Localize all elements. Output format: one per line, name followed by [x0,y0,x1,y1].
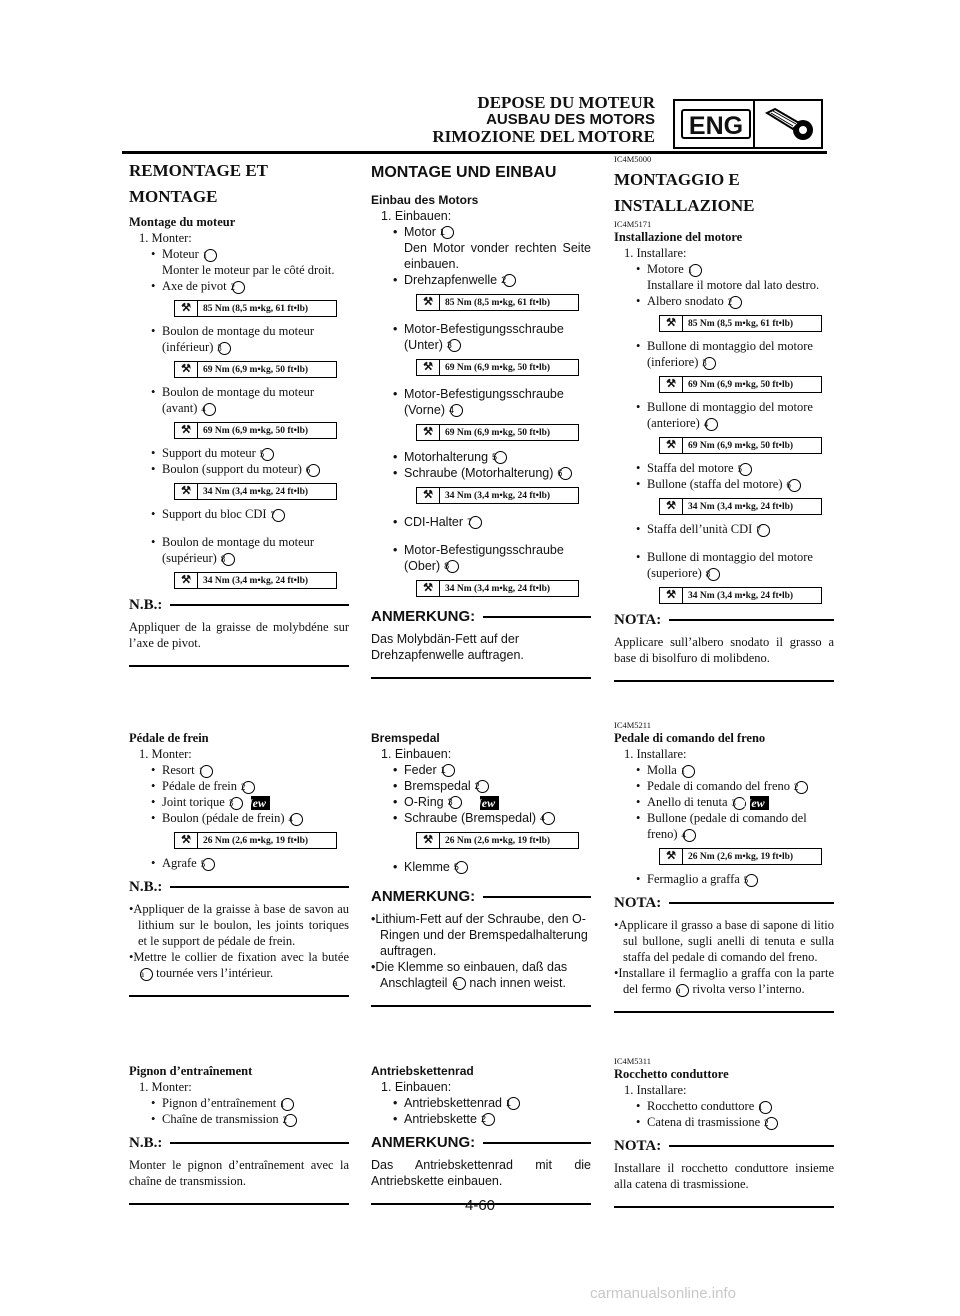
note-text: Installare il rocchetto conduttore insieme alla catena di trasmissione. [614,1161,834,1191]
wrench-icon: ⚒ [417,488,440,503]
item-subtext: Den Motor vonder rechten Seite einbauen. [404,241,591,271]
callout-5: 5 [745,874,758,887]
torque-spec: ⚒ 34 Nm (3,4 m•kg, 24 ft•lb) [416,580,579,597]
item-text: Bullone (staffa del motore) [647,477,783,491]
item-text: Catena di trasmissione [647,1115,761,1129]
step-fr: 1. Monter: [139,1080,192,1094]
callout-3: 3 [449,796,462,809]
callout-3: 3 [448,339,461,352]
callout-1: 1 [441,226,454,239]
callout-4: 4 [290,813,303,826]
page-number: 4-60 [464,1197,496,1214]
column-de-sprocket [371,1063,591,1205]
note-text: Appliquer de la graisse à base de savon au lithium sur le boulon, les joints toriques et le support de pédale de frein. [133,902,349,949]
note-title: ANMERKUNG: [371,1134,476,1151]
wrench-icon: ⚒ [175,833,198,848]
note-title: N.B.: [129,879,163,896]
step-de: 1. Einbauen: [381,209,452,223]
step-fr: 1. Monter: [139,231,192,245]
item-text: Motorhalterung [404,450,489,464]
note-box: ANMERKUNG: •Lithium-Fett auf der Schraube, den O-Ringen und der Bremspedalhalterung auftragen. •Die Klemme so einbauen, daß das Anschlagteil a nach innen weist. [371,887,591,1007]
header-title-de: AUSBAU DES MOTORS [486,111,655,128]
item-text: Motor [404,225,436,239]
callout-3: 3 [218,342,231,355]
torque-spec: ⚒ 34 Nm (3,4 m•kg, 24 ft•lb) [174,483,337,500]
torque-spec: ⚒ 34 Nm (3,4 m•kg, 24 ft•lb) [659,498,822,515]
column-it-sprocket [614,1056,834,1208]
column-de [371,160,591,679]
torque-spec: ⚒ 69 Nm (6,9 m•kg, 50 ft•lb) [416,359,579,376]
item-subtext: Installare il motore dal lato destro. [647,278,820,292]
note-title: ANMERKUNG: [371,888,476,905]
item-text: Support du bloc CDI [162,507,267,521]
wrench-icon: ⚒ [660,377,683,392]
note-text: Installare il fermaglio a graffa con la parte del fermo [618,966,834,997]
note-text: Appliquer de la graisse de molybdéne sur l’axe de pivot. [129,620,349,650]
title-fr-1: REMONTAGE ET [129,161,269,180]
callout-2: 2 [232,281,245,294]
heading-engine-de: Einbau des Motors [371,193,479,207]
wrench-icon: ⚒ [175,573,198,588]
torque-spec: ⚒ 26 Nm (2,6 m•kg, 19 ft•lb) [174,832,337,849]
callout-1: 1 [442,764,455,777]
note-text: nach innen weist. [469,976,566,990]
column-it [614,154,834,682]
torque-spec: ⚒ 85 Nm (8,5 m•kg, 61 ft•lb) [659,315,822,332]
wrench-icon: ⚒ [417,833,440,848]
note-text: Lithium-Fett auf der Schraube, den O-Ringen und der Bremspedalhalterung auftragen. [375,912,588,958]
note-text: Mettre le collier de fixation avec la butée [133,950,349,965]
item-text: Pignon d’entraînement [162,1096,277,1110]
callout-5: 5 [739,463,752,476]
callout-3: 3 [733,797,746,810]
item-text: Staffa dell’unità CDI [647,522,753,536]
callout-4: 4 [203,403,216,416]
torque-spec: ⚒ 69 Nm (6,9 m•kg, 50 ft•lb) [174,361,337,378]
item-text: Bullone di montaggio del motore (anteriore) [647,400,813,430]
item-text: Fermaglio a graffa [647,872,740,887]
note-text: Monter le pignon d’entraînement avec la chaîne de transmission. [129,1158,349,1188]
item-text: Boulon de montage du moteur (avant) [162,385,315,415]
wrench-icon: ⚒ [175,423,198,438]
wrench-icon: ⚒ [417,425,440,440]
wrench-icon: ⚒ [660,849,683,864]
torque-spec: ⚒ 69 Nm (6,9 m•kg, 50 ft•lb) [659,376,822,393]
item-text: O-Ring [404,795,444,809]
new-part-badge: New [480,796,499,810]
wrench-icon: ⚒ [175,301,198,316]
note-box: N.B.: •Appliquer de la graisse à base de savon au lithium sur le boulon, les joints toriques et le support de pédale de frein. •Mettre le collier de fixation avec la butée a tournée vers l’intérieur. [129,877,349,997]
item-text: Agrafe [162,856,197,871]
note-box [129,1133,349,1205]
callout-2: 2 [482,1113,495,1126]
item-text: Anello di tenuta [647,795,728,809]
item-text: Motore [647,262,684,276]
note-title: NOTA: [614,895,662,912]
badge-divider [753,101,755,147]
new-part-badge: New [750,796,769,810]
heading-brake-fr: Pédale de frein [129,731,209,745]
callout-1: 1 [281,1098,294,1111]
callout-3: 3 [703,357,716,370]
engine-icon [763,107,819,143]
torque-spec: ⚒ 34 Nm (3,4 m•kg, 24 ft•lb) [174,572,337,589]
callout-6: 6 [559,467,572,480]
callout-4: 4 [542,812,555,825]
item-text: Motor-Befestigungsschraube (Unter) [404,322,564,352]
note-text: tournée vers l’intérieur. [156,966,274,981]
callout-8: 8 [707,568,720,581]
callout-2: 2 [729,296,742,309]
step-it: 1. Installare: [624,1083,687,1097]
item-text: CDI-Halter [404,515,464,529]
section-code: IC4M5211 [614,720,651,730]
torque-spec: ⚒ 34 Nm (3,4 m•kg, 24 ft•lb) [416,487,579,504]
title-fr-2: MONTAGE [129,187,218,206]
item-text: Antriebskettenrad [404,1096,502,1110]
callout-3: 3 [230,797,243,810]
item-text: Axe de pivot [162,279,227,293]
callout-2: 2 [795,781,808,794]
wrench-icon: ⚒ [660,588,683,603]
callout-1: 1 [200,765,213,778]
wrench-icon: ⚒ [660,316,683,331]
column-fr-sprocket [129,1063,349,1205]
item-text: Moteur [162,247,199,261]
note-title: ANMERKUNG: [371,608,476,625]
item-text: Staffa del motore [647,461,734,475]
callout-2: 2 [242,781,255,794]
note-box [614,610,834,682]
item-text: Chaîne de transmission [162,1112,279,1126]
note-box [371,607,591,679]
watermark: carmanualsonline.info [590,1285,736,1302]
note-text: Die Klemme so einbauen, daß das Anschlagteil [375,960,568,990]
callout-5: 5 [494,451,507,464]
note-title: N.B.: [129,1135,163,1151]
item-text: Motor-Befestigungsschraube (Ober) [404,543,564,573]
callout-4: 4 [705,418,718,431]
callout-2: 2 [503,274,516,287]
heading-engine-fr: Montage du moteur [129,215,236,229]
item-text: Drehzapfenwelle [404,273,498,287]
step-fr: 1. Monter: [139,747,192,761]
column-fr [129,158,349,667]
title-it-2: INSTALLAZIONE [614,196,755,215]
section-code: IC4M5311 [614,1056,651,1066]
torque-spec: ⚒ 85 Nm (8,5 m•kg, 61 ft•lb) [174,300,337,317]
column-fr-brake [129,730,349,997]
item-text: Rocchetto conduttore [647,1099,755,1113]
item-text: Bullone di montaggio del motore (superiore) [647,550,813,580]
item-text: Feder [404,763,437,777]
callout-a: a [453,977,466,990]
callout-7: 7 [272,509,285,522]
torque-spec: ⚒ 69 Nm (6,9 m•kg, 50 ft•lb) [659,437,822,454]
torque-spec: ⚒ 85 Nm (8,5 m•kg, 61 ft•lb) [416,294,579,311]
torque-spec: ⚒ 34 Nm (3,4 m•kg, 24 ft•lb) [659,587,822,604]
callout-a: a [140,968,153,981]
section-badge [673,99,823,149]
heading-brake-de: Bremspedal [371,731,440,745]
new-part-badge: New [251,796,270,810]
heading-sprocket-it: Rocchetto conduttore [614,1067,729,1081]
torque-spec: ⚒ 69 Nm (6,9 m•kg, 50 ft•lb) [416,424,579,441]
note-box: NOTA: •Applicare il grasso a base di sapone di litio sul bullone, sugli anelli di tenuta e sulla staffa del pedale di comando del freno. •Installare il fermaglio a graffa con la parte del fermo a rivolta verso l’interno. [614,893,834,1013]
heading-engine-it: Installazione del motore [614,230,743,244]
callout-4: 4 [683,829,696,842]
note-text: Das Molybdän-Fett auf der Drehzapfenwelle auftragen. [371,632,524,662]
column-de-brake [371,730,591,1007]
item-text: Pédale de frein [162,779,237,793]
item-text: Bremspedal [404,779,471,793]
wrench-icon: ⚒ [660,499,683,514]
item-text: Pedale di comando del freno [647,779,791,793]
callout-7: 7 [469,516,482,529]
wrench-icon: ⚒ [175,362,198,377]
callout-1: 1 [204,249,217,262]
title-de: MONTAGE UND EINBAU [371,164,557,181]
item-text: Resort [162,763,195,777]
callout-1: 1 [689,264,702,277]
callout-2: 2 [284,1114,297,1127]
item-text: Bullone (pedale di comando del freno) [647,811,807,842]
item-text: Antriebskette [404,1112,477,1126]
header-title-fr: DEPOSE DU MOTEUR [477,93,655,112]
note-box [371,1133,591,1205]
item-text: Boulon (support du moteur) [162,462,302,476]
wrench-icon: ⚒ [660,438,683,453]
callout-2: 2 [476,780,489,793]
callout-5: 5 [261,448,274,461]
torque-spec: ⚒ 69 Nm (6,9 m•kg, 50 ft•lb) [174,422,337,439]
note-title: N.B.: [129,597,163,613]
step-de: 1. Einbauen: [381,747,452,761]
callout-8: 8 [222,553,235,566]
item-text: Boulon de montage du moteur (supérieur) [162,535,315,565]
item-text: Schraube (Bremspedal) [404,811,537,825]
item-text: Molla [647,763,677,777]
heading-brake-it: Pedale di comando del freno [614,731,766,745]
heading-sprocket-fr: Pignon d’entraînement [129,1064,253,1078]
item-text: Support du moteur [162,446,256,460]
callout-a: a [676,984,689,997]
wrench-icon: ⚒ [417,360,440,375]
heading-sprocket-de: Antriebskettenrad [371,1064,474,1078]
wrench-icon: ⚒ [175,484,198,499]
item-text: Joint torique [162,795,225,809]
header-title-it: RIMOZIONE DEL MOTORE [432,127,655,146]
callout-6: 6 [788,479,801,492]
item-text: Motor-Befestigungsschraube (Vorne) [404,387,564,417]
item-subtext: Monter le moteur par le côté droit. [162,263,335,277]
callout-5: 5 [455,861,468,874]
title-it-1: MONTAGGIO E [614,170,740,189]
callout-7: 7 [757,524,770,537]
callout-1: 1 [759,1101,772,1114]
item-text: Boulon (pédale de frein) [162,811,285,826]
section-code: IC4M5000 [614,154,652,164]
callout-1: 1 [682,765,695,778]
note-box [129,595,349,667]
step-it: 1. Installare: [624,246,687,260]
step-de: 1. Einbauen: [381,1080,452,1094]
column-it-brake [614,720,834,1013]
callout-1: 1 [507,1097,520,1110]
wrench-icon: ⚒ [417,295,440,310]
item-text: Albero snodato [647,294,724,308]
note-text: Applicare sull’albero snodato il grasso a base di bisolfuro di molibdeno. [614,635,834,665]
callout-4: 4 [450,404,463,417]
note-box [614,1136,834,1208]
note-text: Applicare il grasso a base di sapone di litio sul bullone, sugli anelli di tenuta e sulla staffa del pedale di comando del freno. [618,918,834,965]
item-text: Klemme [404,860,450,874]
step-it: 1. Installare: [624,747,687,761]
callout-5: 5 [202,858,215,871]
note-text: rivolta verso l’interno. [692,982,805,997]
torque-spec: ⚒ 26 Nm (2,6 m•kg, 19 ft•lb) [416,832,579,849]
note-title: NOTA: [614,1138,662,1154]
callout-2: 2 [765,1117,778,1130]
callout-8: 8 [446,560,459,573]
item-text: Bullone di montaggio del motore (inferiore) [647,339,813,369]
item-text: Schraube (Motorhalterung) [404,466,554,480]
note-text: Das Antriebskettenrad mit die Antriebskette einbauen. [371,1158,591,1188]
item-text: Boulon de montage du moteur (inférieur) [162,324,315,354]
callout-6: 6 [307,464,320,477]
section-code: IC4M5171 [614,219,652,229]
eng-label: ENG [681,109,751,139]
wrench-icon: ⚒ [417,581,440,596]
torque-spec: ⚒ 26 Nm (2,6 m•kg, 19 ft•lb) [659,848,822,865]
note-title: NOTA: [614,612,662,628]
